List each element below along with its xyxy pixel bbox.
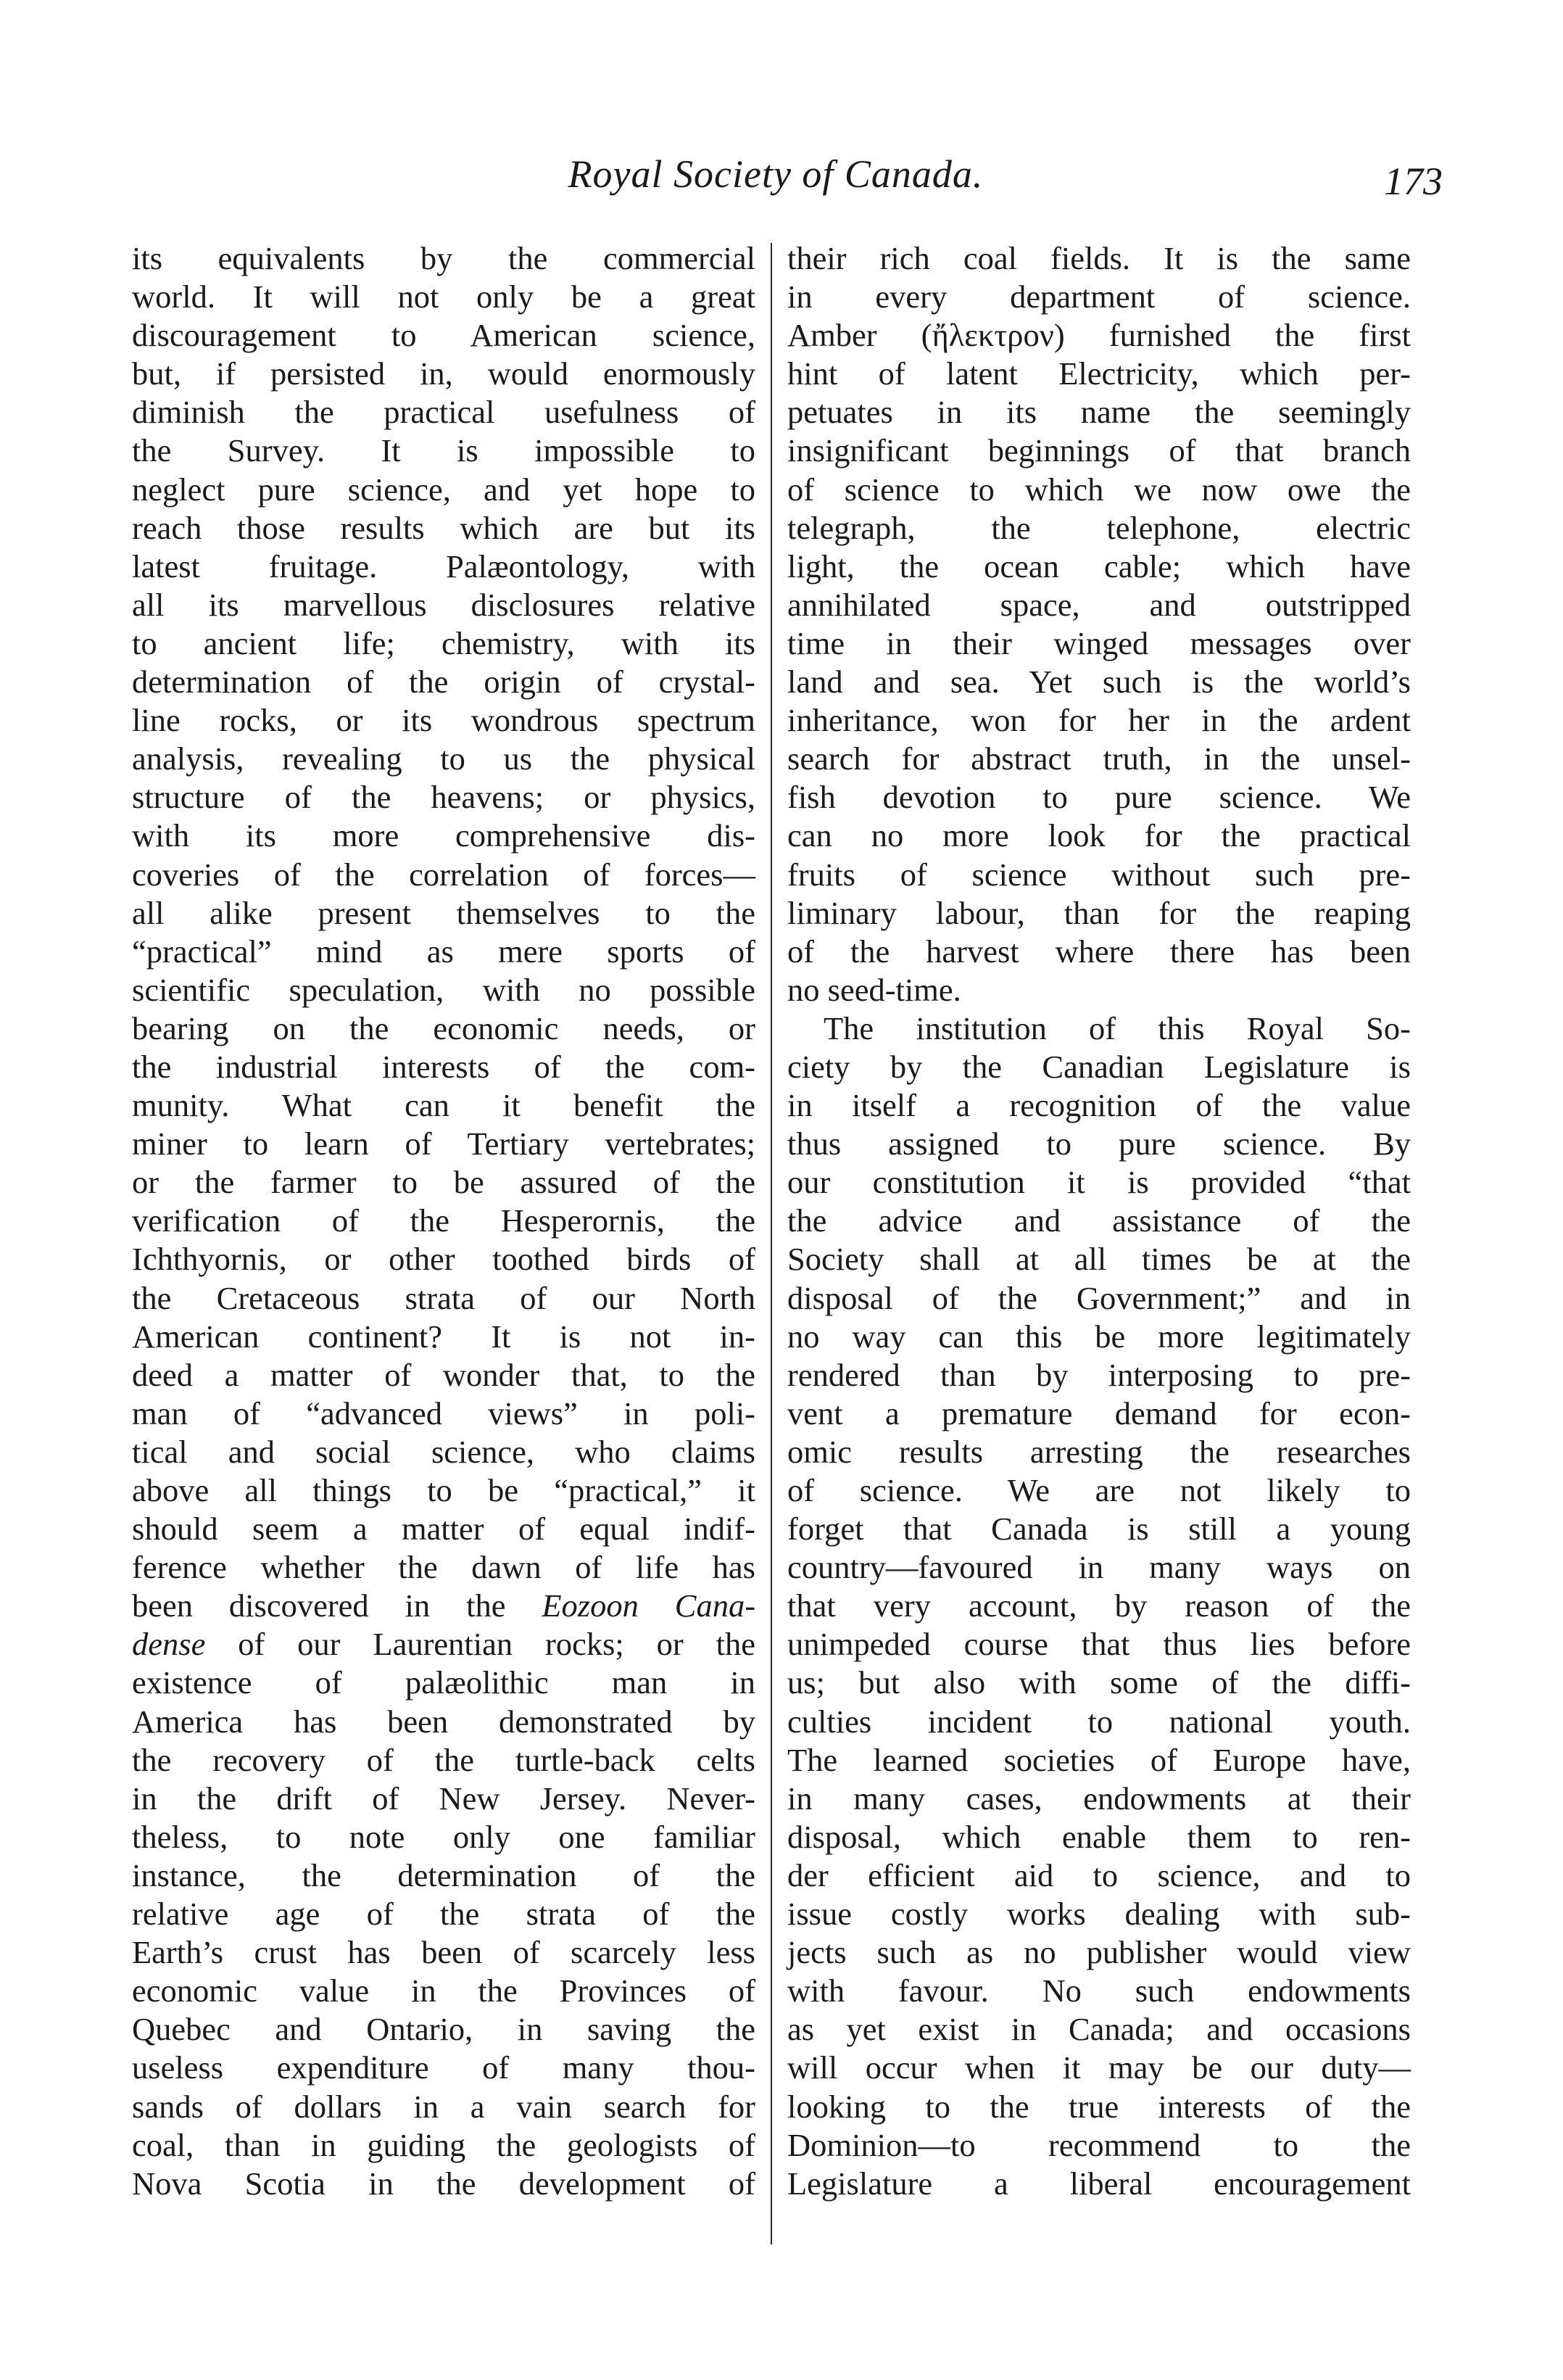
text-line: omic results arresting the researches [787, 1433, 1411, 1470]
text-line: the industrial interests of the com- [132, 1048, 755, 1085]
text-line: relative age of the strata of the [132, 1896, 755, 1933]
text-line: liminary labour, than for the reaping [787, 894, 1411, 931]
text-line: land and sea. Yet such is the world’s [787, 664, 1411, 701]
text-line: ference whether the dawn of life has [132, 1549, 755, 1586]
text-line: light, the ocean cable; which have [787, 548, 1411, 584]
text-line: existence of palæolithic man in [132, 1664, 755, 1701]
text-line: world. It will not only be a great [132, 278, 755, 315]
text-line: Nova Scotia in the development of [132, 2165, 755, 2202]
text-line: with its more comprehensive dis- [132, 817, 755, 854]
text-line: of the harvest where there has been [787, 933, 1411, 970]
text-line: insignificant beginnings of that branch [787, 432, 1411, 469]
text-line: verification of the Hesperornis, the [132, 1202, 755, 1239]
text-line: thus assigned to pure science. By [787, 1125, 1411, 1162]
text-line: telegraph, the telephone, electric [787, 509, 1411, 546]
text-line: rendered than by interposing to pre- [787, 1356, 1411, 1393]
text-line: der efficient aid to science, and to [787, 1856, 1411, 1893]
text-line: coveries of the correlation of forces— [132, 856, 755, 893]
text-line: bearing on the economic needs, or [132, 1009, 755, 1046]
text-line: annihilated space, and outstripped [787, 586, 1411, 623]
text-line: The learned societies of Europe have, [787, 1741, 1411, 1778]
text-line: search for abstract truth, in the unsel- [787, 740, 1411, 777]
text-line: in itself a recognition of the value [787, 1087, 1411, 1124]
text-line: the advice and assistance of the [787, 1202, 1411, 1239]
text-line: neglect pure science, and yet hope to [132, 471, 755, 508]
text-line: Society shall at all times be at the [787, 1241, 1411, 1278]
text-line: time in their winged messages over [787, 624, 1411, 661]
text-line: the Cretaceous strata of our North [132, 1279, 755, 1316]
left-text-column [132, 239, 755, 2203]
text-line: fruits of science without such pre- [787, 856, 1411, 893]
text-line: no seed-time. [787, 971, 961, 1008]
text-line: useless expenditure of many thou- [132, 2049, 755, 2086]
text-line: jects such as no publisher would view [787, 1934, 1411, 1971]
text-line: Quebec and Ontario, in saving the [132, 2011, 755, 2048]
text-line: ciety by the Canadian Legislature is [787, 1048, 1411, 1085]
text-line: the Survey. It is impossible to [132, 432, 755, 469]
text-line: disposal, which enable them to ren- [787, 1818, 1411, 1855]
text-line: no way can this be more legitimately [787, 1318, 1411, 1355]
text-line: of science to which we now owe the [787, 471, 1411, 508]
text-line: inheritance, won for her in the ardent [787, 702, 1411, 739]
text-line: Ichthyornis, or other toothed birds of [132, 1241, 755, 1278]
text-line: us; but also with some of the diffi- [787, 1664, 1411, 1701]
text-line: can no more look for the practical [787, 817, 1411, 854]
text-line: discouragement to American science, [132, 317, 755, 354]
text-line: with favour. No such endowments [787, 1972, 1411, 2009]
page-header [123, 145, 1443, 203]
text-line: all its marvellous disclosures relative [132, 586, 755, 623]
text-line: The institution of this Royal So- [824, 1009, 1411, 1046]
text-line: disposal of the Government;” and in [787, 1279, 1411, 1316]
text-line: unimpeded course that thus lies before [787, 1626, 1411, 1663]
column-divider [771, 243, 772, 2244]
text-line: country—favoured in many ways on [787, 1549, 1411, 1586]
text-line: its equivalents by the commercial [132, 240, 755, 276]
text-line: instance, the determination of the [132, 1856, 755, 1893]
text-line: vent a premature demand for econ- [787, 1394, 1411, 1431]
text-line: line rocks, or its wondrous spectrum [132, 702, 755, 739]
text-line: to ancient life; chemistry, with its [132, 624, 755, 661]
text-line: Dominion—to recommend to the [787, 2126, 1411, 2163]
text-line: as yet exist in Canada; and occasions [787, 2011, 1411, 2048]
text-line: in every department of science. [787, 278, 1411, 315]
text-line: coal, than in guiding the geologists of [132, 2126, 755, 2163]
text-line: sands of dollars in a vain search for [132, 2088, 755, 2125]
text-line: fish devotion to pure science. We [787, 779, 1411, 816]
text-line: American continent? It is not in- [132, 1318, 755, 1355]
text-line: their rich coal fields. It is the same [787, 240, 1411, 276]
text-line: diminish the practical usefulness of [132, 394, 755, 431]
text-line: forget that Canada is still a young [787, 1511, 1411, 1548]
text-line: issue costly works dealing with sub- [787, 1896, 1411, 1933]
page-number: 173 [1384, 160, 1443, 203]
text-line: in many cases, endowments at their [787, 1780, 1411, 1817]
text-line: reach those results which are but its [132, 509, 755, 546]
text-line: all alike present themselves to the [132, 894, 755, 931]
text-line: America has been demonstrated by [132, 1703, 755, 1740]
running-title: Royal Society of Canada. [568, 152, 984, 196]
text-line: munity. What can it benefit the [132, 1087, 755, 1124]
text-line: will occur when it may be our duty— [787, 2049, 1411, 2086]
text-line: but, if persisted in, would enormously [132, 355, 755, 392]
text-line: deed a matter of wonder that, to the [132, 1356, 755, 1393]
text-line: economic value in the Provinces of [132, 1972, 755, 2009]
text-line: scientific speculation, with no possible [132, 971, 755, 1008]
text-line: in the drift of New Jersey. Never- [132, 1780, 755, 1817]
text-line: miner to learn of Tertiary vertebrates; [132, 1125, 755, 1162]
text-line: “practical” mind as mere sports of [132, 933, 755, 970]
text-line: determination of the origin of crystal- [132, 664, 755, 701]
text-line: theless, to note only one familiar [132, 1818, 755, 1855]
text-line: should seem a matter of equal indif- [132, 1511, 755, 1548]
text-line: or the farmer to be assured of the [132, 1164, 755, 1201]
text-line: Amber (ἤλεκτρον) furnished the first [787, 317, 1411, 354]
right-text-column [787, 239, 1411, 2203]
text-line: Earth’s crust has been of scarcely less [132, 1934, 755, 1971]
text-line: latest fruitage. Palæontology, with [132, 548, 755, 584]
text-line: been discovered in the Eozoon Cana- [132, 1587, 756, 1624]
text-line: above all things to be “practical,” it [132, 1472, 755, 1508]
text-line: our constitution it is provided “that [787, 1164, 1411, 1201]
text-line: of science. We are not likely to [787, 1472, 1411, 1508]
text-line: tical and social science, who claims [132, 1433, 755, 1470]
text-line: Legislature a liberal encouragement [787, 2165, 1411, 2202]
text-line: looking to the true interests of the [787, 2088, 1411, 2125]
text-line: the recovery of the turtle-back celts [132, 1741, 755, 1778]
text-line: dense of our Laurentian rocks; or the [132, 1626, 755, 1663]
text-line: petuates in its name the seemingly [787, 394, 1411, 431]
text-line: that very account, by reason of the [787, 1587, 1411, 1624]
text-line: culties incident to national youth. [787, 1703, 1411, 1740]
text-line: analysis, revealing to us the physical [132, 740, 755, 777]
text-line: hint of latent Electricity, which per- [787, 355, 1411, 392]
text-line: man of “advanced views” in poli- [132, 1394, 755, 1431]
text-line: structure of the heavens; or physics, [132, 779, 755, 816]
